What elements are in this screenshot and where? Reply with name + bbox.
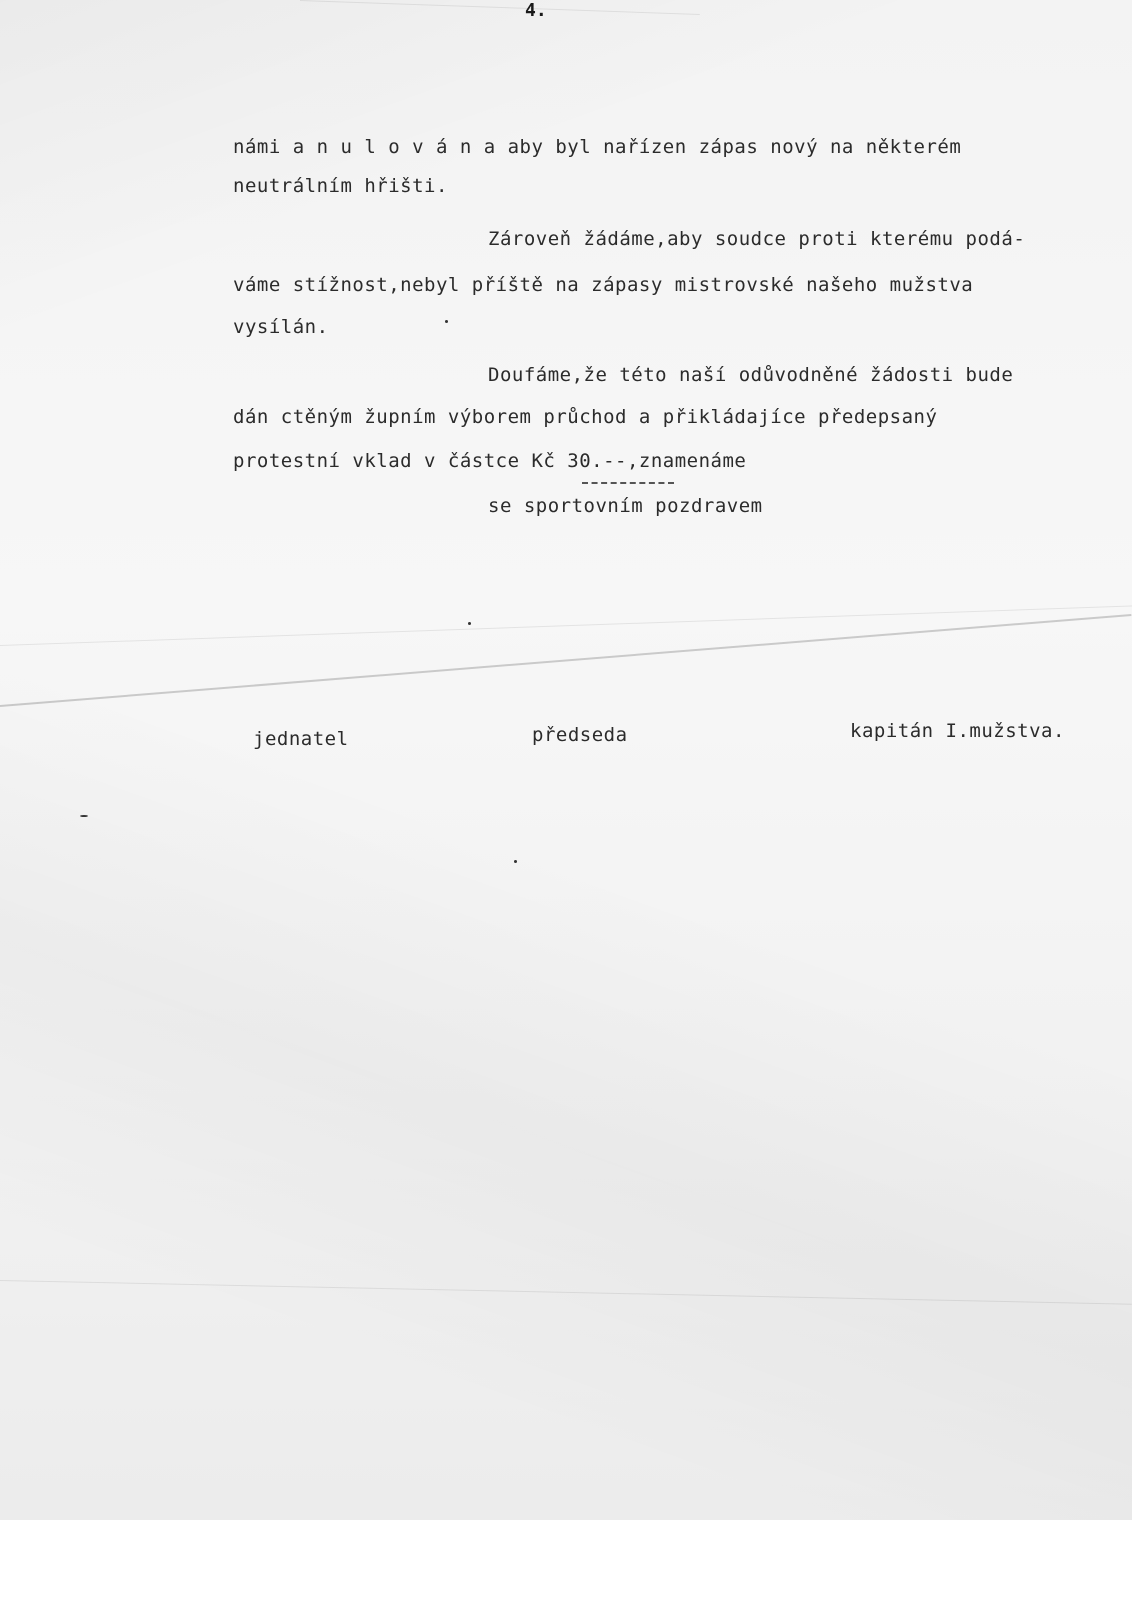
signature-chairman: předseda (532, 724, 628, 746)
ink-spot (445, 320, 448, 323)
fold-line (0, 614, 1131, 707)
ink-spot (514, 860, 517, 863)
page-number: 4. (525, 0, 547, 21)
crease-line (300, 0, 700, 15)
body-line-6: Doufáme,že této naší odůvodněné žádosti bude (488, 364, 1014, 386)
body-line-2: neutrálním hřišti. (233, 175, 448, 197)
signature-secretary: jednatel (253, 728, 349, 750)
body-line-5: vysílán. (233, 316, 329, 338)
body-line-4: váme stížnost,nebyl příště na zápasy mistrovské našeho mužstva (233, 274, 974, 296)
scanner-background (0, 1520, 1132, 1600)
ink-spot (80, 815, 88, 817)
ink-spot (468, 622, 471, 625)
body-line-3: Zároveň žádáme,aby soudce proti kterému podá- (488, 228, 1026, 250)
body-line-7: dán ctěným župním výborem průchod a přikládajíce předepsaný (233, 406, 938, 428)
crease-line (0, 605, 1132, 646)
closing-greeting: se sportovním pozdravem (488, 495, 763, 517)
body-line-1: námi a n u l o v á n a aby byl nařízen zápas nový na některém (233, 136, 962, 158)
amount-underline (582, 482, 674, 485)
body-line-8: protestní vklad v částce Kč 30.--,znamenáme (233, 450, 747, 472)
crease-line (0, 1280, 1132, 1305)
signature-captain: kapitán I.mužstva. (850, 720, 1065, 742)
